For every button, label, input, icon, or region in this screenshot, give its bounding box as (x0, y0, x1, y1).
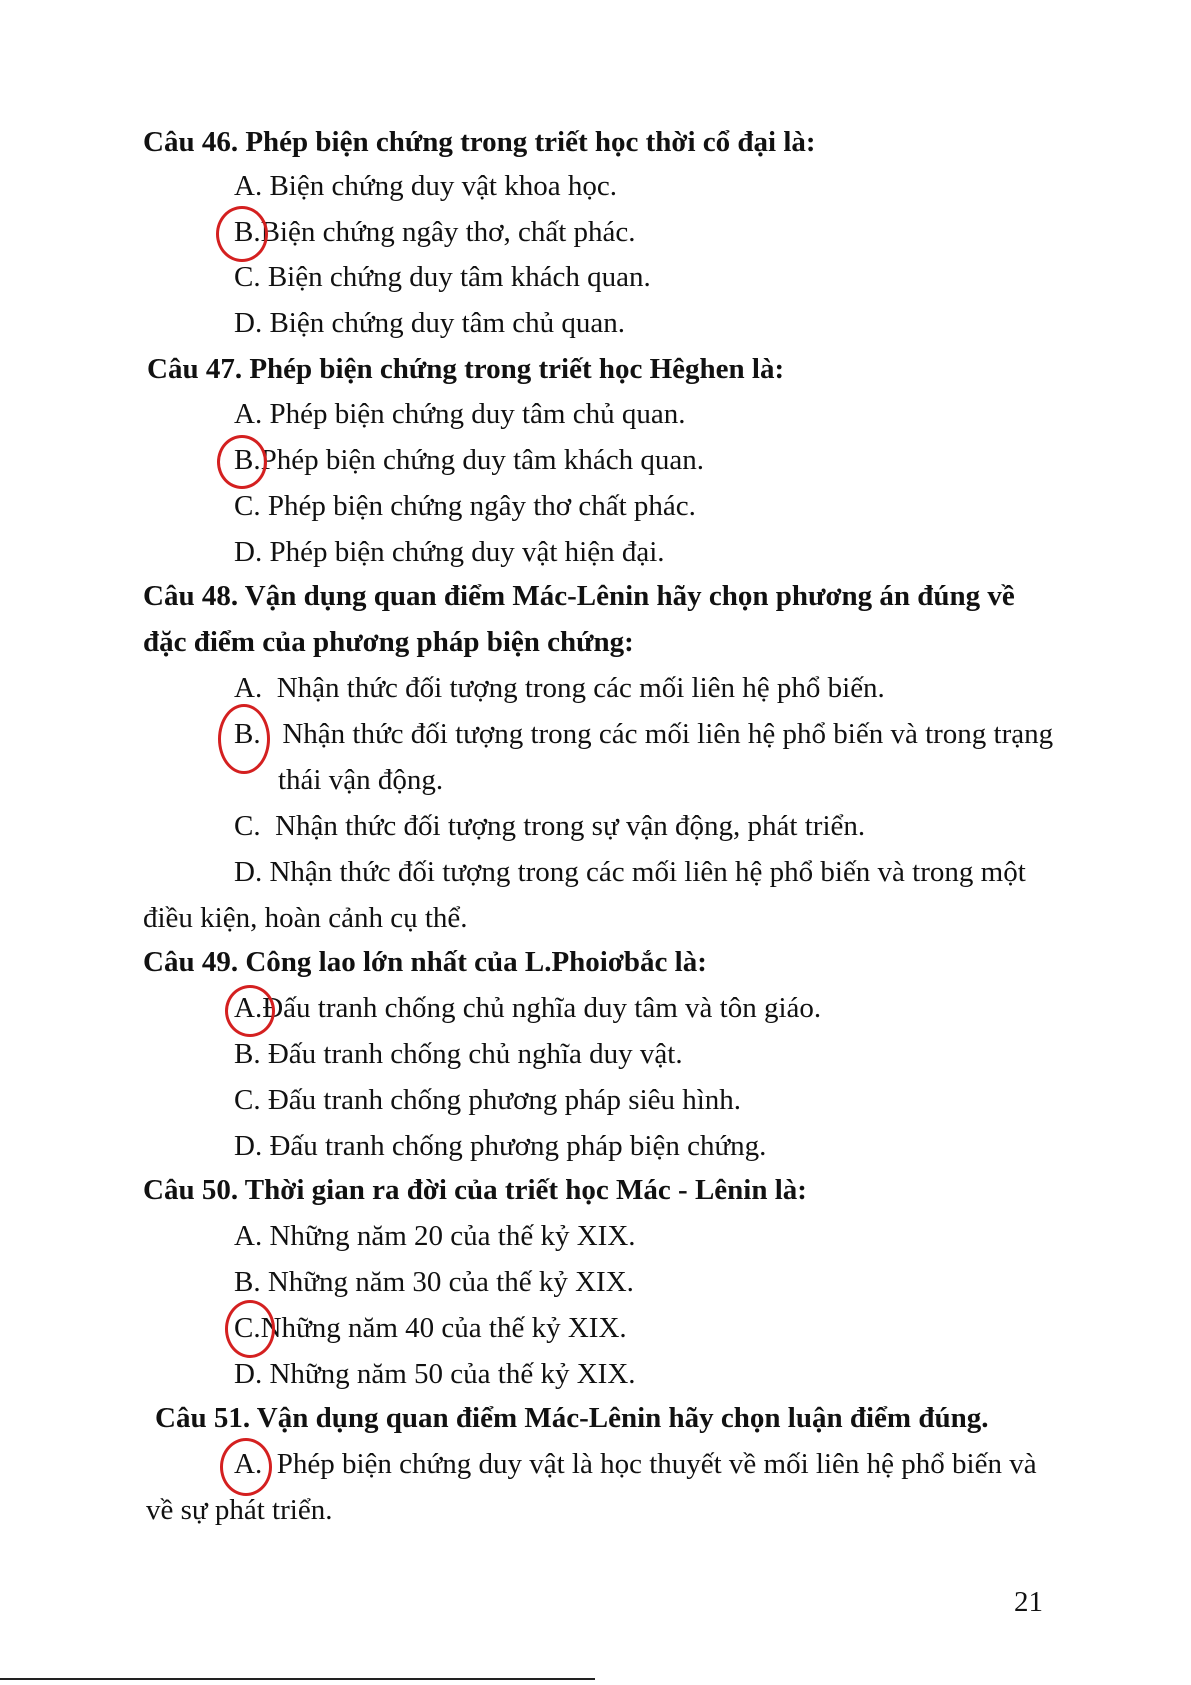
option-text: Đấu tranh chống phương pháp siêu hình. (267, 1084, 742, 1116)
option-label: A. (234, 398, 263, 430)
option-text: Phép biện chứng duy tâm khách quan. (260, 444, 704, 476)
option-label: C. (234, 490, 261, 522)
option-label: B. (234, 444, 261, 476)
option-label: D. (234, 307, 263, 339)
option-label: B. (234, 1266, 261, 1298)
q46-option-c (234, 257, 651, 297)
option-text: Những năm 40 của thế kỷ XIX. (260, 1312, 627, 1344)
option-text: Những năm 30 của thế kỷ XIX. (267, 1266, 634, 1298)
q51-option-a (234, 1444, 1037, 1484)
q48-option-d-continued: điều kiện, hoàn cảnh cụ thể. (143, 902, 468, 934)
option-text: Biện chứng duy tâm chủ quan. (269, 307, 626, 339)
option-label: D. (234, 1358, 263, 1390)
question-50-title: Câu 50. Thời gian ra đời của triết học Mác - Lênin là: (143, 1174, 807, 1206)
q50-option-b (234, 1262, 634, 1302)
q48-option-d (234, 852, 1026, 892)
option-text: Biện chứng duy vật khoa học. (269, 170, 617, 202)
option-label: A. (234, 170, 263, 202)
option-text: Nhận thức đối tượng trong các mối liên hệ phổ biến và trong trạng (282, 718, 1054, 750)
q48-option-c (234, 806, 865, 846)
option-text: Nhận thức đối tượng trong các mối liên hệ phổ biến. (276, 672, 885, 704)
q49-option-a (234, 988, 821, 1028)
option-text: Đấu tranh chống phương pháp biện chứng. (269, 1130, 767, 1162)
option-label: D. (234, 856, 263, 888)
option-text: Phép biện chứng duy vật hiện đại. (269, 536, 665, 568)
q48-option-b (234, 714, 1053, 754)
option-label: B. (234, 216, 261, 248)
q50-option-a (234, 1216, 636, 1256)
question-51-title: Câu 51. Vận dụng quan điểm Mác-Lênin hãy chọn luận điểm đúng. (155, 1402, 989, 1434)
option-text: Phép biện chứng duy tâm chủ quan. (269, 398, 686, 430)
page-number: 21 (1014, 1586, 1043, 1618)
option-text: Những năm 50 của thế kỷ XIX. (269, 1358, 636, 1390)
option-label: D. (234, 1130, 263, 1162)
option-text: Đấu tranh chống chủ nghĩa duy vật. (267, 1038, 683, 1070)
q49-option-d (234, 1126, 766, 1166)
option-label: C. (234, 1084, 261, 1116)
option-text: Nhận thức đối tượng trong các mối liên hệ phổ biến và trong một (269, 856, 1026, 888)
option-label: C. (234, 810, 261, 842)
question-49-title: Câu 49. Công lao lớn nhất của L.Phoiơbắc là: (143, 946, 707, 978)
q50-option-c (234, 1308, 627, 1348)
option-text: Đấu tranh chống chủ nghĩa duy tâm và tôn giáo. (262, 992, 822, 1024)
q48-option-a (234, 668, 885, 708)
footer-rule (0, 1678, 595, 1680)
q48-option-b-continued: thái vận động. (278, 764, 444, 796)
option-text: Những năm 20 của thế kỷ XIX. (269, 1220, 636, 1252)
option-text: Biện chứng duy tâm khách quan. (267, 261, 651, 293)
option-label: C. (234, 261, 261, 293)
q51-option-a-continued: về sự phát triển. (146, 1494, 333, 1526)
option-label: A. (234, 1220, 263, 1252)
q47-option-b (234, 440, 704, 480)
option-label: A. (234, 992, 263, 1024)
option-label: D. (234, 536, 263, 568)
q47-option-c (234, 486, 696, 526)
question-48-title-line-2: đặc điểm của phương pháp biện chứng: (143, 626, 634, 658)
option-text: Biện chứng ngây thơ, chất phác. (260, 216, 636, 248)
option-text: Phép biện chứng ngây thơ chất phác. (267, 490, 696, 522)
question-48-title-line-1: Câu 48. Vận dụng quan điểm Mác-Lênin hãy chọn phương án đúng về (143, 580, 1015, 612)
option-text: Nhận thức đối tượng trong sự vận động, phát triển. (275, 810, 866, 842)
q49-option-c (234, 1080, 741, 1120)
option-label: A. (234, 1448, 263, 1480)
q50-option-d (234, 1354, 636, 1394)
question-46-title: Câu 46. Phép biện chứng trong triết học thời cổ đại là: (143, 126, 816, 158)
option-label: C. (234, 1312, 261, 1344)
q47-option-a (234, 394, 685, 434)
q46-option-a (234, 166, 617, 206)
option-label: B. (234, 1038, 261, 1070)
option-label: B. (234, 718, 261, 750)
q46-option-d (234, 303, 625, 343)
question-47-title: Câu 47. Phép biện chứng trong triết học Hêghen là: (147, 353, 785, 385)
q47-option-d (234, 532, 665, 572)
q46-option-b (234, 212, 636, 252)
q49-option-b (234, 1034, 683, 1074)
option-label: A. (234, 672, 263, 704)
option-text: Phép biện chứng duy vật là học thuyết về mối liên hệ phổ biến và (276, 1448, 1037, 1480)
